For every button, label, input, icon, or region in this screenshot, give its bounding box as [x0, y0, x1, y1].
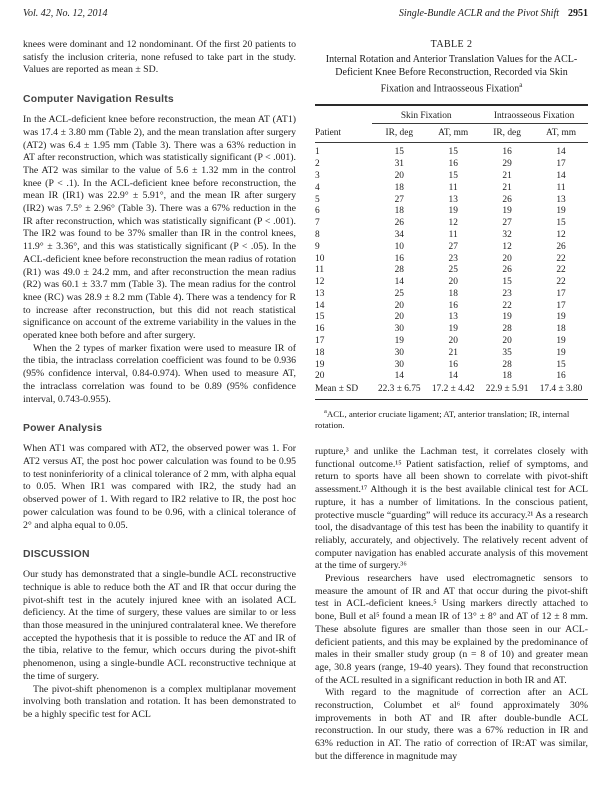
- value-cell: 17: [556, 288, 566, 299]
- value-cell: 14: [556, 147, 566, 158]
- value-cell: 20: [448, 336, 458, 347]
- value-cell: 15: [448, 147, 458, 158]
- table-row: [315, 371, 588, 383]
- value-cell: 21: [502, 182, 512, 193]
- table-row: [315, 218, 588, 230]
- value-cell: 23: [502, 288, 512, 299]
- table-row: [315, 336, 588, 348]
- table-summary-row: [315, 383, 588, 399]
- value-cell: 19: [556, 347, 566, 358]
- two-column-layout: [23, 39, 588, 764]
- value-cell: 14: [448, 371, 458, 382]
- value-cell: 22: [556, 253, 566, 264]
- paragraph: Our study has demonstrated that a single-bundle ACL reconstructive technique is able to reduce both the AT and IR that occur during the pivot-shift test in the acutely injured knee with an isolated ACL deficiency. At the time of surgery, these values are similar to or less than those measured in the uninjured contralateral knee. We therefore accepted the hypothesis that it is possible to reduce the AT and IR of the tibia, relative to the femur, which occurs during the pivot-shift phenomenon, using a single-bundle ACL reconstructive technique at the time of surgery.: [23, 569, 296, 682]
- value-cell: 15: [448, 170, 458, 181]
- value-cell: 16: [448, 359, 458, 370]
- patient-cell: 18: [315, 347, 325, 358]
- value-cell: 22: [502, 300, 512, 311]
- running-head: [23, 8, 588, 19]
- table-row: [315, 195, 588, 207]
- table-row: [315, 265, 588, 277]
- patient-cell: 10: [315, 253, 325, 264]
- table-body: [315, 143, 588, 383]
- value-cell: 19: [448, 324, 458, 335]
- value-cell: 34: [394, 229, 404, 240]
- value-cell: 26: [502, 194, 512, 205]
- table-row: [315, 312, 588, 324]
- patient-cell: 2: [315, 159, 320, 170]
- value-cell: 18: [394, 182, 404, 193]
- summary-value-cell: 22.3 ± 6.75: [377, 384, 421, 395]
- table-row: [315, 171, 588, 183]
- value-cell: 26: [502, 265, 512, 276]
- page-number: 2951: [568, 8, 588, 19]
- patient-cell: 6: [315, 206, 320, 217]
- column-header-at-mm-intraosseous: AT, mm: [534, 124, 588, 143]
- patient-cell: 17: [315, 336, 325, 347]
- value-cell: 30: [394, 347, 404, 358]
- table-row: [315, 183, 588, 195]
- journal-issue-info: Vol. 42, No. 12, 2014: [23, 8, 108, 19]
- value-cell: 20: [394, 170, 404, 181]
- value-cell: 23: [448, 253, 458, 264]
- patient-cell: 9: [315, 241, 320, 252]
- summary-label-cell: Mean ± SD: [315, 384, 359, 395]
- table-row: [315, 143, 588, 159]
- value-cell: 29: [502, 159, 512, 170]
- patient-cell: 13: [315, 288, 325, 299]
- patient-cell: 19: [315, 359, 325, 370]
- table-caption-text: Internal Rotation and Anterior Translation Values for the ACL-Deficient Knee Before Reconstruction, Recorded via Skin Fixation and Intraosseous Fixation: [325, 54, 578, 95]
- value-cell: 17: [556, 300, 566, 311]
- value-cell: 13: [556, 194, 566, 205]
- value-cell: 14: [394, 371, 404, 382]
- value-cell: 16: [448, 159, 458, 170]
- value-cell: 26: [556, 241, 566, 252]
- value-cell: 27: [502, 218, 512, 229]
- value-cell: 19: [448, 206, 458, 217]
- value-cell: 30: [394, 324, 404, 335]
- value-cell: 19: [394, 336, 404, 347]
- value-cell: 11: [448, 182, 458, 193]
- patient-cell: 8: [315, 229, 320, 240]
- table-row: [315, 348, 588, 360]
- table-footnote: [315, 406, 588, 431]
- value-cell: 15: [502, 277, 512, 288]
- value-cell: 12: [556, 229, 566, 240]
- value-cell: 22: [556, 277, 566, 288]
- patient-cell: 4: [315, 182, 320, 193]
- value-cell: 35: [502, 347, 512, 358]
- running-title: Single-Bundle ACLR and the Pivot Shift: [398, 8, 559, 19]
- value-cell: 27: [394, 194, 404, 205]
- patient-cell: 3: [315, 170, 320, 181]
- footnote-marker: a: [324, 408, 327, 416]
- value-cell: 12: [448, 218, 458, 229]
- value-cell: 19: [556, 206, 566, 217]
- value-cell: 16: [448, 300, 458, 311]
- table-row: [315, 206, 588, 218]
- value-cell: 16: [502, 147, 512, 158]
- value-cell: 28: [502, 324, 512, 335]
- section-heading-discussion: DISCUSSION: [23, 549, 90, 561]
- column-header-patient: Patient: [315, 124, 372, 143]
- patient-cell: 14: [315, 300, 325, 311]
- summary-value-cell: 17.4 ± 3.80: [539, 384, 583, 395]
- value-cell: 20: [448, 277, 458, 288]
- paragraph: The pivot-shift phenomenon is a complex multiplanar movement involving both translation and rotation. It has been demonstrated to be a highly specific test for ACL: [23, 683, 296, 720]
- paragraph-continuation: rupture,³ and unlike the Lachman test, it correlates closely with functional outcome.¹⁵ Patient satisfaction, relief of symptoms, and return to sports have all been shown to correlate with pivot-shift assessment.¹⁷ Although it is the best available clinical test for ACL rupture, it has a number of limitations. In the conscious patient, protective muscle “guarding” will reduce its accuracy.²¹ As a research tool, the disadvantage of this test has been the inability to quantify it reliably, accurately, and objectively. The relatively recent advent of computer navigation has enabled accurate analysis of this movement at the time of surgery.³⁶: [315, 445, 588, 572]
- value-cell: 17: [556, 159, 566, 170]
- table-row: [315, 159, 588, 171]
- paragraph: With regard to the magnitude of correction after an ACL reconstruction, Columbet et al⁶ found approximately 30% improvements in both AT and IR after double-bundle ACL reconstruction. In our study, there was a 67% reduction in IR and 63% reduction in AT. The ratio of correction of IR:AT was similar, but the difference in magnitude may: [315, 687, 588, 762]
- value-cell: 27: [448, 241, 458, 252]
- value-cell: 18: [502, 371, 512, 382]
- patient-cell: 16: [315, 324, 325, 335]
- value-cell: 13: [448, 312, 458, 323]
- table-caption-footnote-marker: a: [519, 81, 523, 89]
- value-cell: 21: [448, 347, 458, 358]
- value-cell: 18: [394, 206, 404, 217]
- section-heading-power-analysis: Power Analysis: [23, 423, 103, 435]
- left-column: [23, 39, 296, 764]
- table-column-header-row: [315, 124, 588, 143]
- group-header-intraosseous-fixation: Intraosseous Fixation: [480, 105, 588, 124]
- value-cell: 12: [502, 241, 512, 252]
- table-row: [315, 242, 588, 254]
- value-cell: 25: [448, 265, 458, 276]
- patient-cell: 7: [315, 218, 320, 229]
- paragraph: Previous researchers have used electromagnetic sensors to measure the amount of IR and AT that occur during the pivot-shift test in ACL-deficient knees.⁵ Using markers directly attached to bone, Bull et al⁵ found a mean IR of 13° ± 8° and AT of 12 ± 8 mm. These absolute figures are smaller than those seen in our ACL-deficient patients, and this may be explained by the predominance of males in their smaller study group (n = 8 of 10) and greater mean age, 30.8 years (range, 19-40 years). They found that reconstruction of the ACL resulted in a significant reduction in both IR and AT.: [315, 573, 588, 686]
- value-cell: 10: [394, 241, 404, 252]
- paragraph: When the 2 types of marker fixation were used to measure IR of the tibia, the intraclass correlation coefficient was found to be 0.936 (95% confidence interval, 0.84-0.974). When used to measure AT, the intraclass correlation was found to be 0.89 (95% confidence interval, 0.743-0.955).: [23, 342, 296, 405]
- summary-value-cell: 22.9 ± 5.91: [485, 384, 529, 395]
- value-cell: 14: [556, 170, 566, 181]
- data-table: [315, 104, 588, 400]
- value-cell: 32: [502, 229, 512, 240]
- table-row: [315, 324, 588, 336]
- table-row: [315, 360, 588, 372]
- table-row: [315, 230, 588, 242]
- table-row: [315, 254, 588, 266]
- value-cell: 16: [394, 253, 404, 264]
- paragraph-continuation: knees were dominant and 12 nondominant. Of the first 20 patients to satisfy the inclusion criteria, none refused to take part in the study. Values are reported as mean ± SD.: [23, 39, 296, 76]
- value-cell: 28: [394, 265, 404, 276]
- table-caption: [319, 53, 584, 95]
- value-cell: 14: [394, 277, 404, 288]
- table-row: [315, 301, 588, 313]
- paragraph: When AT1 was compared with AT2, the observed power was 1. For AT2 versus AT, the post hoc power calculation was found to be 0.95 to test noninferiority of a clinical tolerance of 2 mm, with alpha equal to 0.05. When IR1 was compared with IR2, the study had an observed power of 1. With regard to IR2 relative to IR, the post hoc power calculation was found to be 0.96, with a clinical tolerance of 2° and alpha equal to 0.05.: [23, 443, 296, 531]
- value-cell: 13: [448, 194, 458, 205]
- value-cell: 15: [556, 359, 566, 370]
- value-cell: 11: [556, 182, 566, 193]
- value-cell: 20: [394, 300, 404, 311]
- value-cell: 15: [394, 147, 404, 158]
- value-cell: 30: [394, 359, 404, 370]
- value-cell: 25: [394, 288, 404, 299]
- table-group-header-row: [315, 105, 588, 124]
- value-cell: 20: [502, 253, 512, 264]
- value-cell: 26: [394, 218, 404, 229]
- right-column: [315, 39, 588, 764]
- column-header-at-mm-skin: AT, mm: [426, 124, 480, 143]
- column-header-ir-deg-intraosseous: IR, deg: [480, 124, 534, 143]
- table-row: [315, 277, 588, 289]
- value-cell: 18: [556, 324, 566, 335]
- patient-cell: 20: [315, 371, 325, 382]
- table-row: [315, 289, 588, 301]
- value-cell: 31: [394, 159, 404, 170]
- table-summary: [315, 383, 588, 399]
- footnote-text: ACL, anterior cruciate ligament; AT, anterior translation; IR, internal rotation.: [315, 408, 570, 430]
- table-blank-cell: [315, 105, 372, 124]
- value-cell: 11: [448, 229, 458, 240]
- value-cell: 19: [556, 336, 566, 347]
- value-cell: 22: [556, 265, 566, 276]
- group-header-skin-fixation: Skin Fixation: [372, 105, 480, 124]
- patient-cell: 5: [315, 194, 320, 205]
- value-cell: 19: [556, 312, 566, 323]
- value-cell: 20: [502, 336, 512, 347]
- patient-cell: 12: [315, 277, 325, 288]
- value-cell: 21: [502, 170, 512, 181]
- column-header-ir-deg-skin: IR, deg: [372, 124, 426, 143]
- value-cell: 20: [394, 312, 404, 323]
- summary-value-cell: 17.2 ± 4.42: [431, 384, 475, 395]
- running-head-right: [399, 8, 588, 19]
- patient-cell: 11: [315, 265, 325, 276]
- patient-cell: 15: [315, 312, 325, 323]
- value-cell: 19: [502, 206, 512, 217]
- paragraph: In the ACL-deficient knee before reconstruction, the mean AT (AT1) was 17.4 ± 3.80 mm (Table 2), and the mean translation after surgery (AT2) was 6.4 ± 1.95 mm (Table 3). There was a 63% reduction in AT after reconstruction, which was statistically significant (P < .001). The AT2 was similar to the value of 5.6 ± 1.32 mm in the control knee (P < .1). In the ACL-deficient knee before reconstruction, the mean IR (IR1) was 22.9° ± 5.91°, and the mean IR after surgery (IR2) was 7.5° ± 2.96° (Table 3). There was a 67% reduction in the IR after reconstruction, which was statistically significant (P < .001). The IR2 was found to be 37% smaller than IR in the control knees, 11.9° ± 3.36°, and this was statistically significant (P < .05). In the ACL-deficient knee before reconstruction the mean radius of rotation (R1) was 49.0 ± 24.2 mm, and after reconstruction the mean radius (R2) was 60.1 ± 33.7 mm (Table 3). The mean radius for the control knee (RC) was 28.9 ± 8.2 mm (Table 4). There was a tendency for R to increase after reconstruction, but this did not reach statistical significance on account of the extreme variability in the values in the operated knee both before and after surgery.: [23, 114, 296, 342]
- section-heading-computer-navigation-results: Computer Navigation Results: [23, 94, 174, 106]
- table-2-block: [315, 39, 588, 431]
- value-cell: 16: [556, 371, 566, 382]
- value-cell: 28: [502, 359, 512, 370]
- value-cell: 18: [448, 288, 458, 299]
- value-cell: 15: [556, 218, 566, 229]
- patient-cell: 1: [315, 147, 320, 158]
- value-cell: 19: [502, 312, 512, 323]
- table-label: TABLE 2: [430, 39, 473, 50]
